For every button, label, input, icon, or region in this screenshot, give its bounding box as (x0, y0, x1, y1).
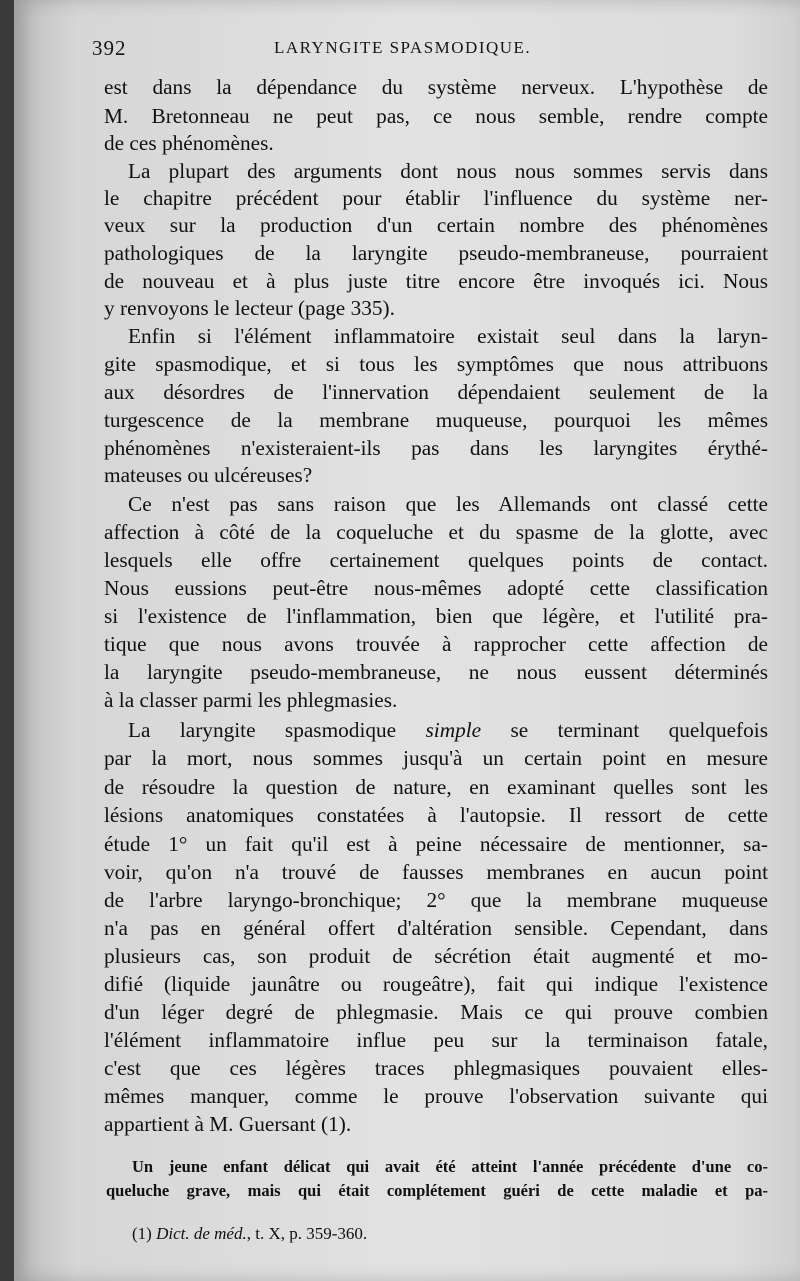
text-line: c'est que ces légères traces phlegmasiques pouvaient elles- (104, 1056, 768, 1080)
text-line: lesquels elle offre certainement quelques points de contact. (104, 548, 768, 572)
text-line: d'un léger degré de phlegmasie. Mais ce qui prouve combien (104, 1000, 768, 1024)
text-line: y renvoyons le lecteur (page 335). (104, 296, 395, 320)
footnote-source: Dict. de méd. (156, 1224, 247, 1243)
paragraph-start-line (128, 718, 768, 742)
text-line: gite spasmodique, et si tous les symptômes que nous attribuons (104, 352, 768, 376)
paragraph-start-line: Ce n'est pas sans raison que les Allemands ont classé cette (128, 492, 768, 516)
text-line: aux désordres de l'innervation dépendaient seulement de la (104, 380, 768, 404)
text-line: le chapitre précédent pour établir l'influence du système ner- (104, 186, 768, 210)
case-line: Un jeune enfant délicat qui avait été atteint l'année précédente d'une co- (132, 1157, 768, 1176)
page-header (14, 36, 800, 64)
text-line: étude 1° un fait qu'il est à peine nécessaire de mentionner, sa- (104, 832, 768, 856)
text-line: n'a pas en général offert d'altération sensible. Cependant, dans (104, 916, 768, 940)
footnote (132, 1224, 367, 1244)
text-line: tique que nous avons trouvée à rapprocher cette affection de (104, 632, 768, 656)
footnote-marker: (1) (132, 1224, 152, 1243)
text-line: lésions anatomiques constatées à l'autopsie. Il ressort de cette (104, 803, 768, 827)
text-line: si l'existence de l'inflammation, bien que légère, et l'utilité pra- (104, 604, 768, 628)
text-line: voir, qu'on n'a trouvé de fausses membranes en aucun point (104, 860, 768, 884)
text-line: la laryngite pseudo-membraneuse, ne nous eussent déterminés (104, 660, 768, 684)
footnote-reference: , t. X, p. 359-360. (246, 1224, 368, 1243)
text-line: veux sur la production d'un certain nombre des phénomènes (104, 213, 768, 237)
text-line: plusieurs cas, son produit de sécrétion était augmenté et mo- (104, 944, 768, 968)
text-line: par la mort, nous sommes jusqu'à un certain point en mesure (104, 746, 768, 770)
text-line: est dans la dépendance du système nerveux. L'hypothèse de (104, 75, 768, 99)
text-segment: se terminant quelquefois (510, 718, 768, 742)
book-page (14, 0, 800, 1281)
emphasized-word: simple (425, 718, 482, 742)
text-line: M. Bretonneau ne peut pas, ce nous semble, rendre compte (104, 104, 768, 128)
text-line: turgescence de la membrane muqueuse, pourquoi les mêmes (104, 408, 768, 432)
text-line: de résoudre la question de nature, en examinant quelles sont les (104, 775, 768, 799)
text-line: Nous eussions peut-être nous-mêmes adopté cette classification (104, 576, 768, 600)
text-line: de ces phénomènes. (104, 131, 274, 155)
paragraph-start-line: La plupart des arguments dont nous nous sommes servis dans (128, 159, 768, 183)
text-line: difié (liquide jaunâtre ou rougeâtre), fait qui indique l'existence (104, 972, 768, 996)
text-line: de l'arbre laryngo-bronchique; 2° que la membrane muqueuse (104, 888, 768, 912)
text-line: mateuses ou ulcéreuses? (104, 463, 313, 487)
text-line: à la classer parmi les phlegmasies. (104, 688, 398, 712)
text-line: de nouveau et à plus juste titre encore être invoqués ici. Nous (104, 269, 768, 293)
text-line: pathologiques de la laryngite pseudo-membraneuse, pourraient (104, 241, 768, 265)
text-line: affection à côté de la coqueluche et du spasme de la glotte, avec (104, 520, 768, 544)
running-head: LARYNGITE SPASMODIQUE. (274, 38, 532, 57)
text-line: phénomènes n'existeraient-ils pas dans les laryngites érythé- (104, 436, 768, 460)
case-line: queluche grave, mais qui était complétement guéri de cette maladie et pa- (106, 1181, 768, 1200)
text-line: appartient à M. Guersant (1). (104, 1112, 352, 1136)
text-segment: La laryngite spasmodique (128, 718, 397, 742)
page-number: 392 (92, 36, 127, 60)
paragraph-start-line: Enfin si l'élément inflammatoire existait seul dans la laryn- (128, 324, 768, 348)
text-line: l'élément inflammatoire influe peu sur la terminaison fatale, (104, 1028, 768, 1052)
text-line: mêmes manquer, comme le prouve l'observation suivante qui (104, 1084, 768, 1108)
